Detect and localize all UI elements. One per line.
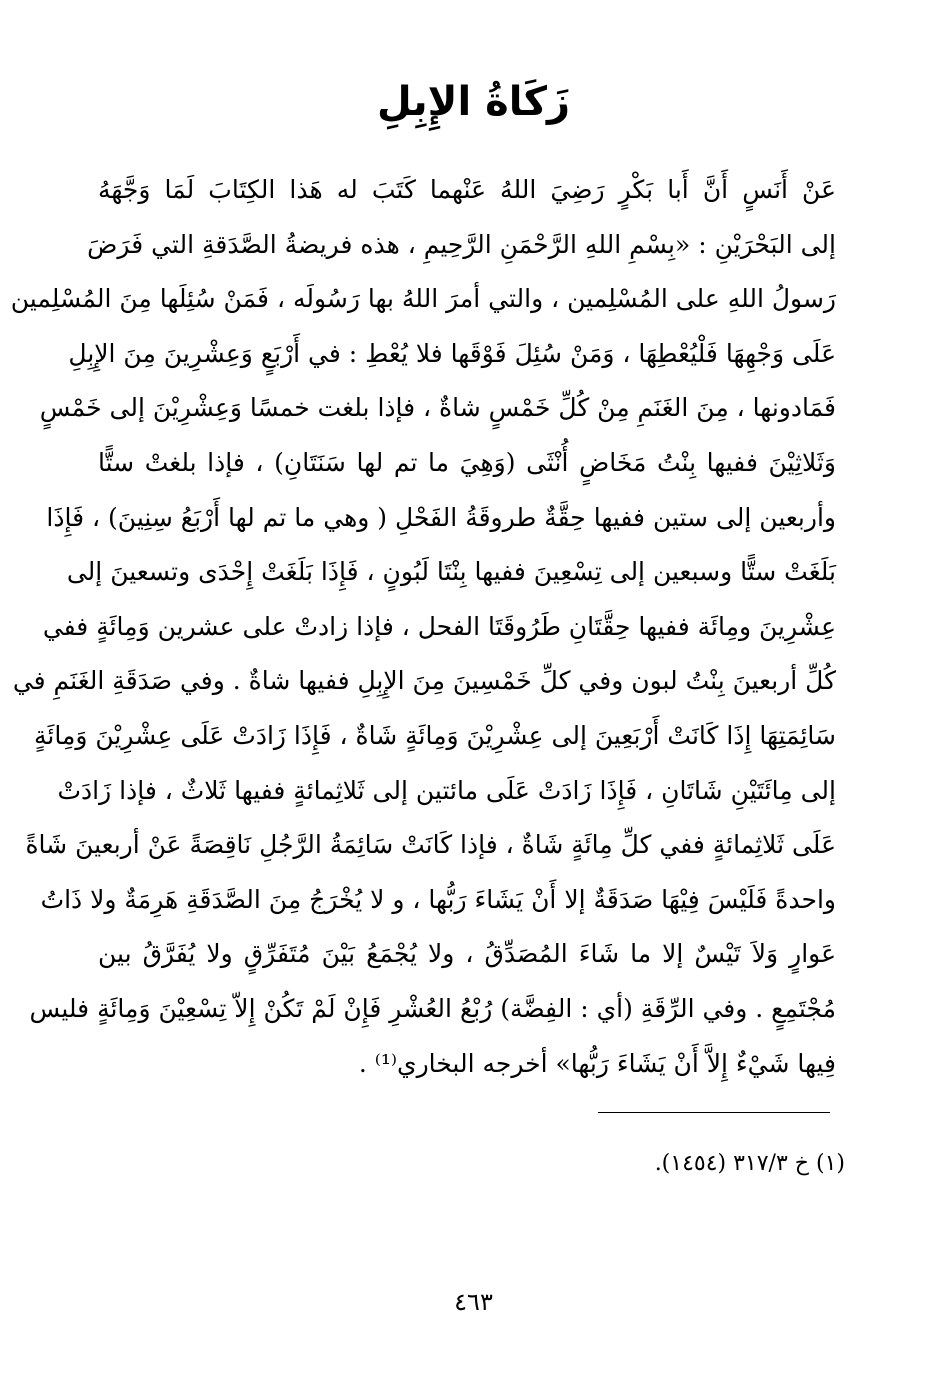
text-line: كُلِّ أربعينَ بِنْتُ لبون وفي كلِّ خَمْسِينَ مِنَ الإِبِلِ ففيها شاةٌ . وفي صَدَقَةِ الغَنَمِ في	[12, 666, 836, 696]
text-line: عِشْرِينَ ومِائَة ففيها حِقَّتَانِ طَرُوقَتَا الفحل ، فإذا زادتْ على عشرين وَمِائَةٍ ففي	[42, 611, 836, 641]
text-line: وَثَلاثِيْنَ ففيها بِنْتُ مَخَاضٍ أُنْثَى (وَهِيَ ما تم لها سَنَتَانِ) ، فإذا بلغتْ ستًّا	[98, 447, 836, 477]
text-line: فِيها شَيْءٌ إِلاَّ أَنْ يَشَاءَ رَبُّها» أخرجه البخاري⁽¹⁾ .	[358, 1048, 836, 1078]
footnote-separator	[598, 1112, 830, 1113]
page-title: زَكَاةُ الإِبِلِ	[376, 79, 571, 125]
text-line: رَسولُ اللهِ على المُسْلِمين ، والتي أمرَ اللهُ بها رَسُولَه ، فَمَنْ سُئِلَها مِنَ المُسْلِمين	[10, 284, 836, 314]
text-line: وأربعين إلى ستين ففيها حِقَّةٌ طروقَةُ الفَحْلِ ( وهي ما تم لها أَرْبَعُ سِنِينَ) ، فَإِذَا	[46, 502, 836, 532]
text-line: عَلَى ثَلاثِمائةٍ ففي كلِّ مِائَةٍ شَاةٌ ، فإذا كَانَتْ سَائِمَةُ الرَّجُلِ نَاقِصَةً عَنْ أربعينَ شَاةً	[25, 830, 836, 860]
text-line: عَلَى وَجْهِهَا فَلْيُعْطِهَا ، وَمَنْ سُئِلَ فَوْقَها فلا يُعْطِ : في أَرْبَعٍ وَعِشْرِينَ مِنَ الإِبِلِ	[68, 338, 836, 368]
text-line: فَمَادونها ، مِنَ الغَنَمِ مِنْ كُلِّ خَمْسٍ شاةٌ ، فإذا بلغت خمسًا وَعِشْرِيْنَ إلى خَمْسٍ	[39, 393, 836, 423]
text-line: مُجْتَمِعٍ . وفي الرِّقَةِ (أي : الفِضَّة) رُبْعُ العُشْرِ فَإِنْ لَمْ تَكُنْ إِلاّ تِسْعِيْنَ وَمِائَةٍ فليس	[29, 993, 836, 1023]
text-line: إلى البَحْرَيْنِ : «بِسْمِ اللهِ الرَّحْمَنِ الرَّحِيمِ ، هذه فريضةُ الصَّدَقةِ التي فَرَضَ	[87, 229, 836, 259]
text-line: سَائِمَتِهَا إِذَا كَانَتْ أَرْبَعِينَ إلى عِشْرِيْنَ وَمِائَةٍ شَاةٌ ، فَإِذَا زَادَتْ عَلَى عِشْرِيْنَ وَمِائَةٍ	[33, 720, 836, 750]
footnote: (١) خ ٣١٧/٣ (١٤٥٤).	[654, 1151, 845, 1176]
page-number: ٤٦٣	[454, 1288, 493, 1316]
text-line: عَوارٍ وَلاَ تَيْسٌ إلا ما شَاءَ المُصَدِّقُ ، ولا يُجْمَعُ بَيْنَ مُتَفَرِّقٍ ولا يُفَرَّقُ بين	[98, 939, 836, 969]
main-text	[10, 163, 836, 1091]
text-line: بَلَغَتْ ستًّا وسبعين إلى تِسْعِينَ ففيها بِنْتَا لَبُونٍ ، فَإِذَا بَلَغَتْ إِحْدَى وتسعينَ إلى	[66, 557, 836, 587]
text-line: واحدةً فَلَيْسَ فِيْهَا صَدَقَةٌ إلا أَنْ يَشَاءَ رَبُّها ، و لا يُخْرَجُ مِنَ الصَّدَقَةِ هَرِمَةٌ ولا ذَاتُ	[40, 884, 836, 914]
text-line: عَنْ أَنَسٍ أَنَّ أَبا بَكْرٍ رَضِيَ اللهُ عَنْهما كَتَبَ له هَذا الكِتَابَ لَمَا وَجَّهَهُ	[98, 175, 836, 204]
text-line: إلى مِائَتَيْنِ شَاتَانِ ، فَإِذَا زَادَتْ عَلَى مائتين إلى ثَلاثِمائةٍ ففيها ثَلاثٌ ، فإذا زَادَتْ	[57, 775, 836, 805]
